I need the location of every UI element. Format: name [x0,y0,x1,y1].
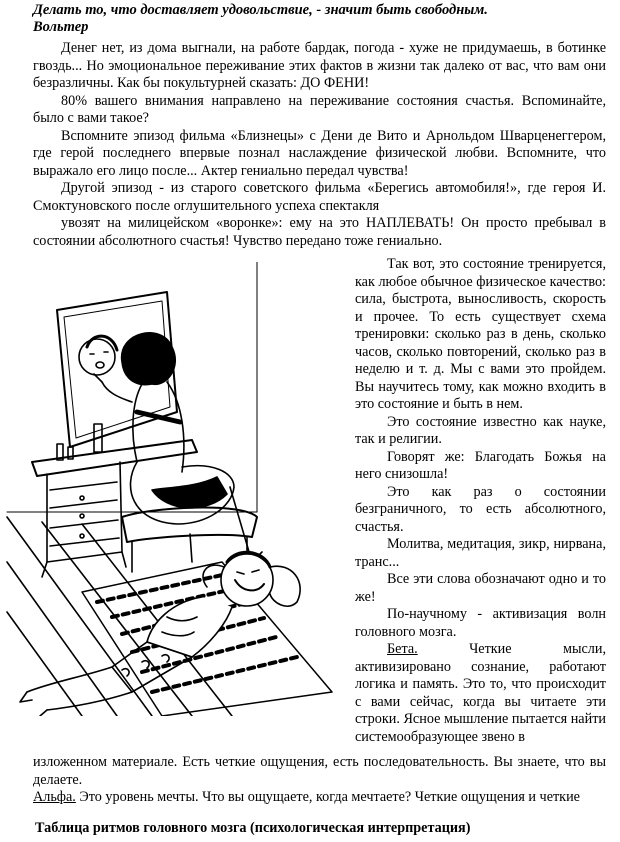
alpha-term: Альфа. [33,789,76,805]
beta-paragraph [355,641,606,746]
beta-term: Бета. [387,641,418,657]
paragraph: Вспомните эпизод фильма «Близнецы» с Дени де Вито и Арнольдом Шварценеггером, где герой последнего впервые познал наслаждение физической любви. Вспомните, что выражало его лицо после... Актер гениально передал чувства! [33,127,606,179]
paragraph: Это состояние известно как науке, так и религии. [355,413,606,447]
epigraph-quote: Делать то, что доставляет удовольствие, - значит быть свободным. [33,2,488,18]
paragraph: Так вот, это состояние тренируется, как любое обычное физическое качество: сила, быстрота, выносливость, скорость и прочее. То есть существует схема тренировки: сколько раз в день, сколько часов, сколько повторений, сколько раз в неделю и т. д. Мы с вами это пройдем. Вы научитесь тому, как можно входить в это состояние и быть в нем. [355,256,606,412]
beta-text: Четкие мысли, активизировано сознание, работают логика и память. Это то, что происходит с вами сейчас, когда вы читаете эти строки. Ясное мышление пытается найти системообразующее звено в [355,641,606,745]
intro-text [33,40,606,250]
cartoon-illustration-icon [2,262,348,716]
paragraph: По-научному - активизация волн головного мозга. [355,606,606,640]
beta-continued: изложенном материале. Есть четкие ощущения, есть последовательность. Вы знаете, что вы делаете. [33,754,606,788]
epigraph-author: Вольтер [33,19,89,35]
wrapped-column [355,256,606,746]
alpha-text: Это уровень мечты. Что вы ощущаете, когда мечтаете? Четкие ощущения и четкие [75,789,580,805]
epigraph [33,2,603,36]
bottom-text [33,754,606,807]
paragraph: увозят на милицейском «воронке»: ему на это НАПЛЕВАТЬ! Он просто пребывал в состоянии абсолютного счастья! Чувство передано тоже гениально. [33,215,606,249]
paragraph: Говорят же: Благодать Божья на него снизошла! [355,448,606,482]
alpha-paragraph [33,789,606,807]
paragraph: Все эти слова обозначают одно и то же! [355,571,606,605]
paragraph: Денег нет, из дома выгнали, на работе бардак, погода - хуже не придумаешь, в ботинке гвоздь... Но эмоциональное переживание этих фактов в жизни так далеко от вас, что вам они безразличны. Как бы покультурней сказать: ДО ФЕНИ! [33,40,606,91]
table-title: Таблица ритмов головного мозга (психологическая интерпретация) [35,820,471,836]
paragraph: Молитва, медитация, зикр, нирвана, транс... [355,536,606,570]
paragraph: Это как раз о состоянии безграничного, то есть абсолютного, счастья. [355,483,606,535]
paragraph: Другой эпизод - из старого советского фильма «Берегись автомобиля!», где героя И. Смоктуновского после оглушительного успеха спектакля [33,180,606,214]
paragraph: 80% вашего внимания направлено на переживание состояния счастья. Вспоминайте, было с вами такое? [33,92,606,126]
